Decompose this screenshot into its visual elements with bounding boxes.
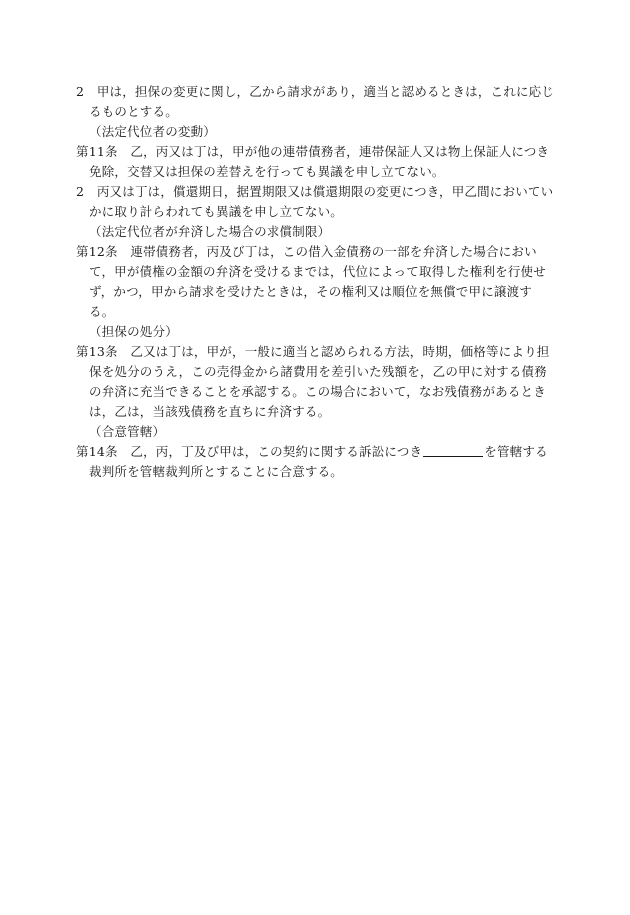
paragraph-1 <box>76 82 556 122</box>
paragraph-number: 2 <box>76 84 85 99</box>
article-11: 第11条 乙，丙又は丁は，甲が他の連帯債務者，連帯保証人又は物上保証人につき免除，交替又は担保の差替えを行っても異議を申し立てない。 <box>76 144 550 179</box>
article-12: 第12条 連帯債務者，丙及び丁は，この借入金債務の一部を弁済した場合において，甲が債権の金額の弁済を受けるまでは，代位によって取得した権利を行使せず，かつ，甲から請求を受けたときは，その権利又は順位を無償で甲に譲渡する。 <box>76 244 546 319</box>
article-11-paragraph-2 <box>76 182 556 222</box>
document-body <box>76 82 556 482</box>
article-13: 第13条 乙又は丁は，甲が，一般に適当と認められる方法，時期，価格等により担保を処分のうえ，この売得金から諸費用を差引いた残額を，乙の甲に対する債務の弁済に充当できることを承認する。この場合において，なお残債務があるときは，乙は，当該残債務を直ちに弁済する。 <box>76 344 550 419</box>
article-14-text-after: を管轄する裁判所を管轄裁判所とすることに合意する。 <box>89 444 548 479</box>
paragraph-text: 丙又は丁は，償還期日，据置期限又は償還期限の変更につき，甲乙間においていかに取り計らわれても異議を申し立てない。 <box>84 184 554 219</box>
paragraph-text: 甲は，担保の変更に関し，乙から請求があり，適当と認めるときは，これに応じるものとする。 <box>84 84 555 119</box>
heading-article-14: （合意管轄） <box>89 424 166 439</box>
heading-article-13: （担保の処分） <box>89 324 178 339</box>
heading-article-11: （法定代位者の変動） <box>89 124 217 139</box>
article-14-text-before: 第14条 乙，丙，丁及び甲は，この契約に関する訴訟につき <box>76 444 423 459</box>
heading-article-12: （法定代位者が弁済した場合の求償制限） <box>89 224 331 239</box>
article-14 <box>76 442 556 482</box>
court-name-blank-line <box>423 444 483 457</box>
paragraph-number: 2 <box>76 184 85 199</box>
